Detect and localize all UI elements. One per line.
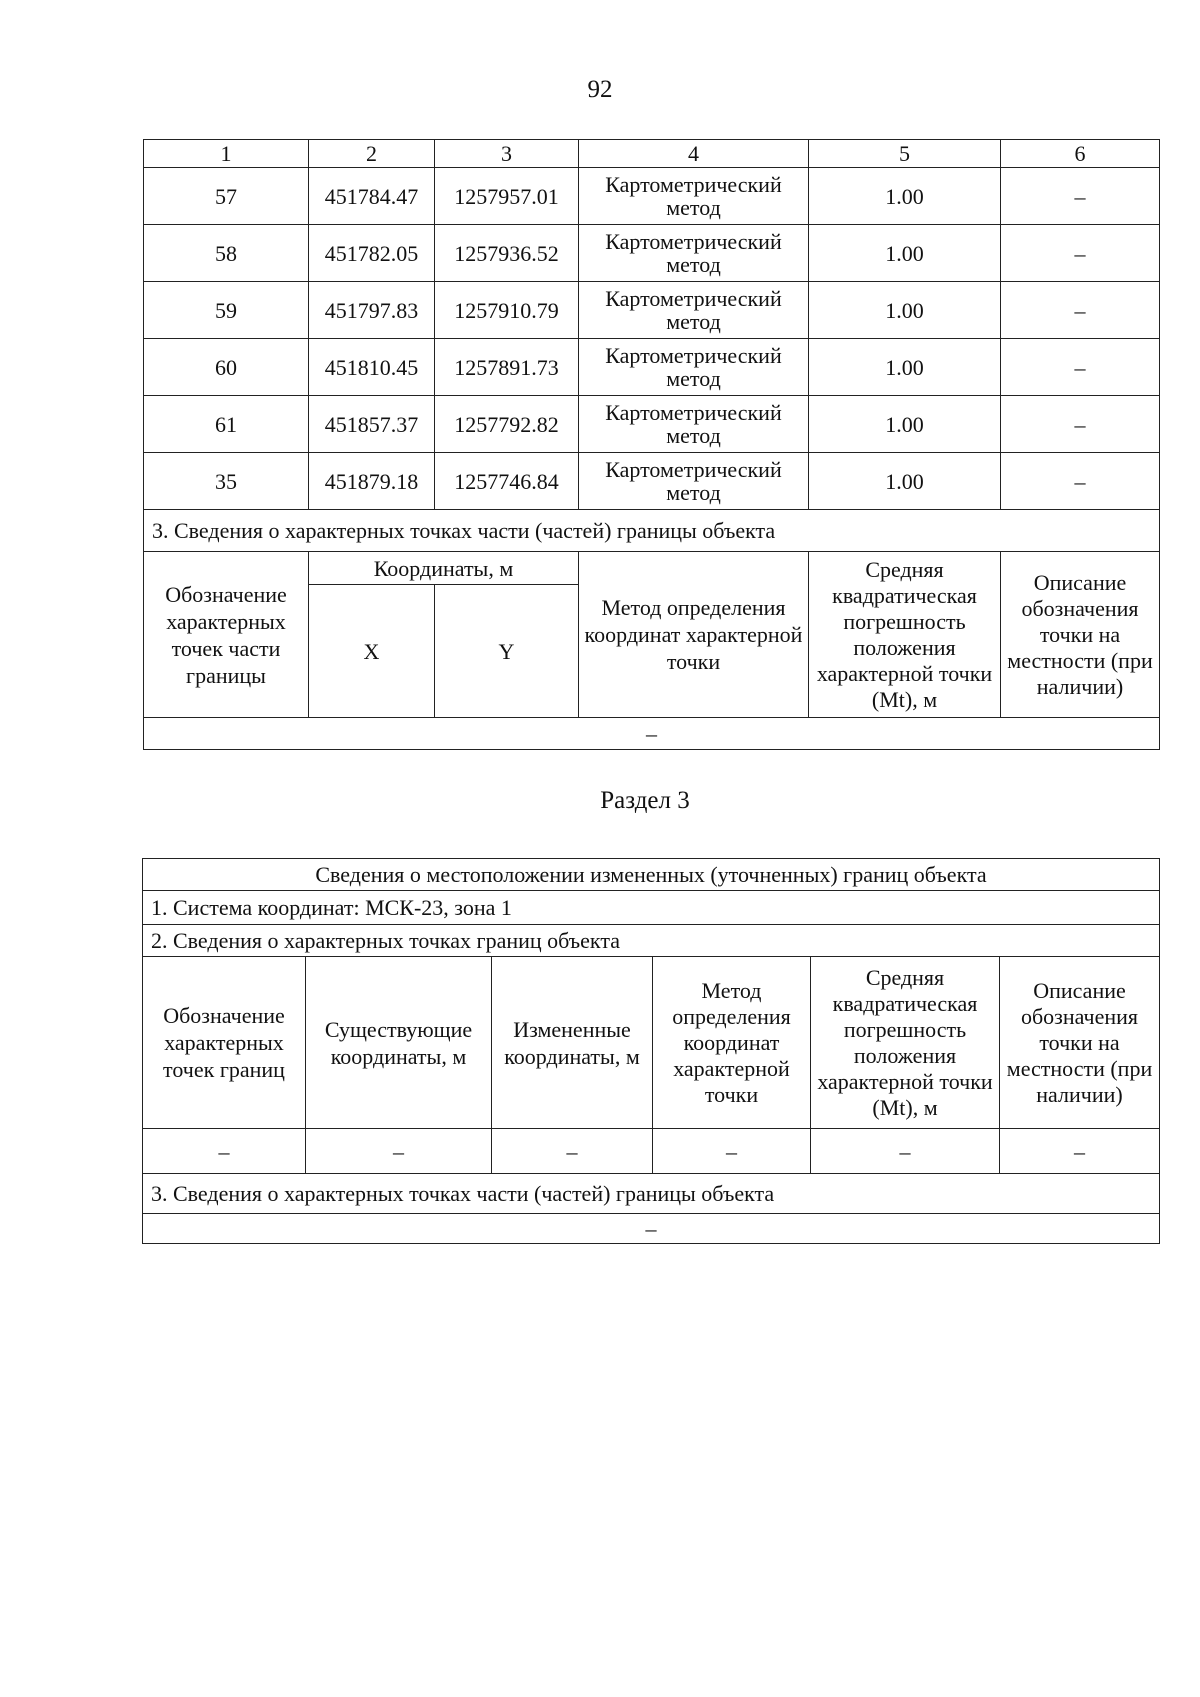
point-number: 57	[144, 168, 309, 225]
coordinate-x: 451879.18	[309, 453, 435, 510]
description-cell: –	[1001, 282, 1160, 339]
table-row	[144, 225, 1160, 282]
boundary-points-table	[143, 139, 1160, 750]
points-title-row	[143, 925, 1160, 957]
header-row	[143, 957, 1160, 1129]
section-title: Раздел 3	[600, 787, 690, 814]
table-row	[144, 396, 1160, 453]
method-cell: Картометрический метод	[579, 453, 809, 510]
column-number: 4	[579, 140, 809, 168]
coordinate-x: 451797.83	[309, 282, 435, 339]
error-cell: 1.00	[809, 168, 1001, 225]
description-cell: –	[1001, 339, 1160, 396]
existing-coords-header: Существующие координаты, м	[306, 957, 492, 1129]
error-header-text: Средняя квадратическая погрешность положения характерной точки (Mt), м	[816, 556, 993, 712]
part-section-title: 3. Сведения о характерных точках части (частей) границы объекта	[143, 1174, 1160, 1214]
coordinate-x: 451782.05	[309, 225, 435, 282]
coordinate-x: 451857.37	[309, 396, 435, 453]
method-cell: Картометрический метод	[579, 339, 809, 396]
point-number: 58	[144, 225, 309, 282]
coordinate-y: 1257891.73	[435, 339, 579, 396]
method-header: Метод определения координат характерной точки	[653, 957, 811, 1129]
error-cell: 1.00	[809, 396, 1001, 453]
designation-header: Обозначение характерных точек части границы	[144, 552, 309, 718]
error-header: Средняя квадратическая погрешность положения характерной точки (Mt), м	[811, 957, 1000, 1129]
column-number: 5	[809, 140, 1001, 168]
part-section-title: 3. Сведения о характерных точках части (частей) границы объекта	[144, 510, 1160, 552]
coord-system: 1. Система координат: МСК-23, зона 1	[143, 891, 1160, 925]
empty-cell: –	[1000, 1129, 1160, 1174]
point-number: 59	[144, 282, 309, 339]
method-cell: Картометрический метод	[579, 168, 809, 225]
column-number: 1	[144, 140, 309, 168]
method-cell: Картометрический метод	[579, 225, 809, 282]
error-cell: 1.00	[809, 339, 1001, 396]
table-row	[144, 168, 1160, 225]
empty-cell: –	[306, 1129, 492, 1174]
empty-cell: –	[653, 1129, 811, 1174]
point-number: 61	[144, 396, 309, 453]
column-number-row	[144, 140, 1160, 168]
method-cell: Картометрический метод	[579, 396, 809, 453]
coordinates-header: Координаты, м	[309, 552, 579, 585]
empty-dash: –	[143, 1214, 1160, 1244]
empty-cell: –	[811, 1129, 1000, 1174]
method-cell: Картометрический метод	[579, 282, 809, 339]
coordinate-x: 451810.45	[309, 339, 435, 396]
changed-boundaries-table	[142, 858, 1160, 1244]
designation-header: Обозначение характерных точек границ	[143, 957, 306, 1129]
coordinate-y: 1257792.82	[435, 396, 579, 453]
section-row	[143, 1174, 1160, 1214]
error-cell: 1.00	[809, 282, 1001, 339]
x-header: X	[309, 585, 435, 718]
empty-row	[144, 718, 1160, 750]
column-number: 3	[435, 140, 579, 168]
coordinate-y: 1257936.52	[435, 225, 579, 282]
coordinate-y: 1257746.84	[435, 453, 579, 510]
description-header: Описание обозначения точки на местности (при наличии)	[1000, 957, 1160, 1129]
changed-coords-header: Измененные координаты, м	[492, 957, 653, 1129]
part-header-row	[144, 552, 1160, 585]
description-cell: –	[1001, 396, 1160, 453]
table-row	[144, 453, 1160, 510]
table-row	[144, 282, 1160, 339]
y-header: Y	[435, 585, 579, 718]
coord-system-row	[143, 891, 1160, 925]
column-number: 2	[309, 140, 435, 168]
column-number: 6	[1001, 140, 1160, 168]
table-title-row	[143, 859, 1160, 891]
page-number: 92	[587, 76, 613, 103]
coordinate-y: 1257957.01	[435, 168, 579, 225]
empty-cell: –	[492, 1129, 653, 1174]
table-title: Сведения о местоположении измененных (уточненных) границ объекта	[143, 859, 1160, 891]
method-header: Метод определения координат характерной точки	[579, 552, 809, 718]
table-row	[144, 339, 1160, 396]
section-row	[144, 510, 1160, 552]
empty-row	[143, 1129, 1160, 1174]
point-number: 60	[144, 339, 309, 396]
point-number: 35	[144, 453, 309, 510]
description-cell: –	[1001, 168, 1160, 225]
empty-row	[143, 1214, 1160, 1244]
coordinate-x: 451784.47	[309, 168, 435, 225]
description-cell: –	[1001, 225, 1160, 282]
empty-cell: –	[143, 1129, 306, 1174]
description-header: Описание обозначения точки на местности (при наличии)	[1001, 552, 1160, 718]
points-title: 2. Сведения о характерных точках границ объекта	[143, 925, 1160, 957]
description-cell: –	[1001, 453, 1160, 510]
error-header	[809, 552, 1001, 718]
error-cell: 1.00	[809, 225, 1001, 282]
error-cell: 1.00	[809, 453, 1001, 510]
empty-dash: –	[144, 718, 1160, 750]
coordinate-y: 1257910.79	[435, 282, 579, 339]
